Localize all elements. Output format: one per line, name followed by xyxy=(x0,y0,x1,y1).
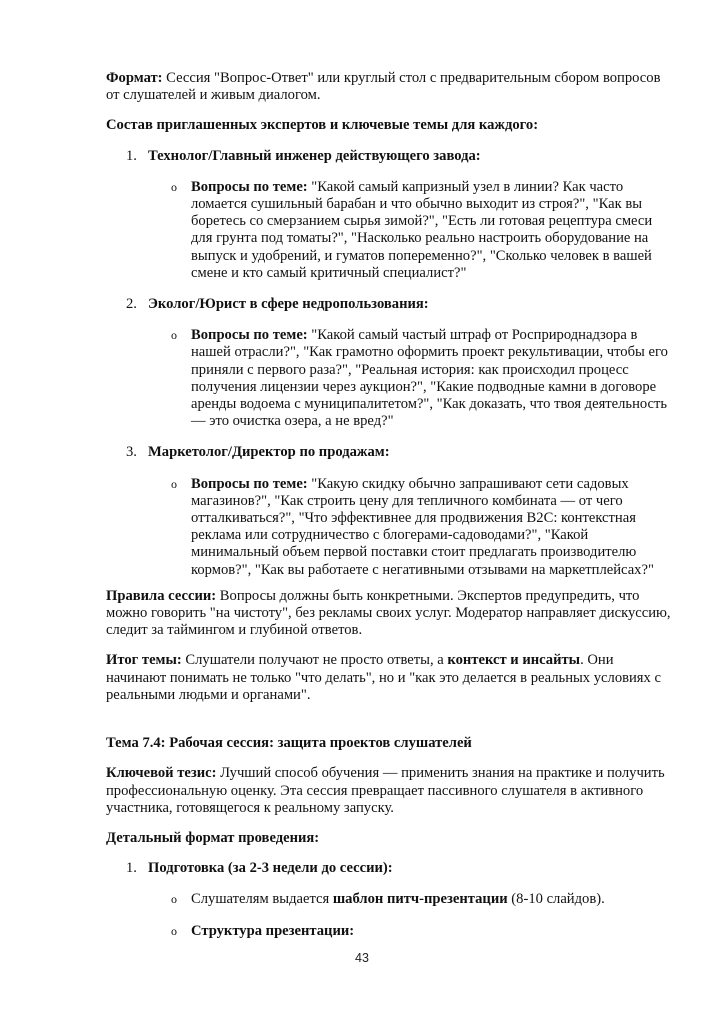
expert-questions-2 xyxy=(171,327,672,430)
questions-label: Вопросы по теме: xyxy=(191,475,308,492)
format-paragraph xyxy=(106,70,672,104)
questions-text: "Какой самый частый штраф от Росприроднадзора в нашей отрасли?", "Как грамотно оформить проект рекультивации, чтобы его приняли с первого раза?", "Реальная история: как происходил процесс получения лицензии через аукцион?", "Какие подводные камни в договоре аренды водоема с муниципалитетом?", "Как доказать, что твоя деятельность — это очистка озера, а не вред?" xyxy=(191,327,668,430)
bullet-marker: o xyxy=(171,892,177,907)
result-paragraph: Итог темы: Слушатели получают не просто ответы, а контекст и инсайты. Они начинают понимать не только "что делать", но и "как это делается в реальных условиях с реальными людьми и органами". xyxy=(106,652,661,703)
detailed-heading: Детальный формат проведения: xyxy=(106,829,320,846)
expert-item-1 xyxy=(106,148,672,165)
rules-paragraph xyxy=(106,588,672,640)
expert-questions-1 xyxy=(171,178,672,282)
expert-number: 1. xyxy=(126,147,137,164)
expert-title: Маркетолог/Директор по продажам: xyxy=(148,444,390,461)
questions-text: "Какой самый капризный узел в линии? Как часто ломается сушильный барабан и что обычно выходит из строя?", "Как вы боретесь со смерзанием сырья зимой?", "Есть ли готовая рецептура смеси для грунта под томаты?", "Насколько реально настроить оборудование на выпуск и удобрений, и гуматов попеременно?", "Сколько человек в вашей смене и кто самый критичный специалист?" xyxy=(191,178,653,281)
result-label: Итог темы: xyxy=(106,652,182,669)
topic-title: Тема 7.4: Рабочая сессия: защита проектов слушателей xyxy=(106,735,472,752)
thesis-text: Лучший способ обучения — применить знания на практике и получить профессиональную оценку. Эта сессия превращает пассивного слушателя в активного участника, готовящегося к реальному запуску. xyxy=(106,765,665,816)
bullet-marker: o xyxy=(171,923,177,938)
format-label: Формат: xyxy=(106,70,163,86)
prep-bullet-1: o Слушателям выдается шаблон питч-презентации (8-10 слайдов). xyxy=(171,891,605,908)
page-number: 43 xyxy=(355,951,369,965)
bullet-marker: o xyxy=(171,328,177,343)
experts-heading: Состав приглашенных экспертов и ключевые темы для каждого: xyxy=(106,117,539,134)
questions-label: Вопросы по теме: xyxy=(191,327,308,344)
expert-questions-3 xyxy=(171,475,672,579)
rules-text: Вопросы должны быть конкретными. Экспертов предупредить, что можно говорить "на чистоту", без рекламы своих услуг. Модератор направляет дискуссию, следит за таймингом и глубиной ответов. xyxy=(106,587,671,639)
bullet-marker: o xyxy=(171,179,177,194)
bullet-marker: o xyxy=(171,476,177,491)
expert-number: 2. xyxy=(126,296,137,313)
thesis-label: Ключевой тезис: xyxy=(106,765,217,782)
rules-label: Правила сессии: xyxy=(106,587,217,604)
prep-bullet-2: o Структура презентации: xyxy=(171,922,355,939)
prep-item xyxy=(106,860,672,877)
prep-number: 1. xyxy=(126,860,137,877)
expert-number: 3. xyxy=(126,444,137,461)
expert-item-3 xyxy=(106,444,672,461)
document-page xyxy=(106,70,672,954)
result-highlight: контекст и инсайты xyxy=(447,652,581,669)
questions-label: Вопросы по теме: xyxy=(191,178,308,195)
prep-title: Подготовка (за 2-3 недели до сессии): xyxy=(148,860,393,877)
format-text: Сессия "Вопрос-Ответ" или круглый стол с предварительным сбором вопросов от слушателей и живым диалогом. xyxy=(106,70,661,104)
thesis-paragraph xyxy=(106,765,672,817)
questions-text: "Какую скидку обычно запрашивают сети садовых магазинов?", "Как строить цену для тепличного комбината — от чего отталкиваться?", "Что эффективнее для продвижения B2C: контекстная реклама или сотрудничество с блогерами-садоводами?", "Какой минимальный объем первой поставки стоит предлагать производителю кормов?", "Как вы работаете с негативными отзывами на маркетплейсах?" xyxy=(191,475,654,578)
expert-title: Эколог/Юрист в сфере недропользования: xyxy=(148,296,429,313)
expert-item-2 xyxy=(106,296,672,313)
expert-title: Технолог/Главный инженер действующего завода: xyxy=(148,147,481,164)
